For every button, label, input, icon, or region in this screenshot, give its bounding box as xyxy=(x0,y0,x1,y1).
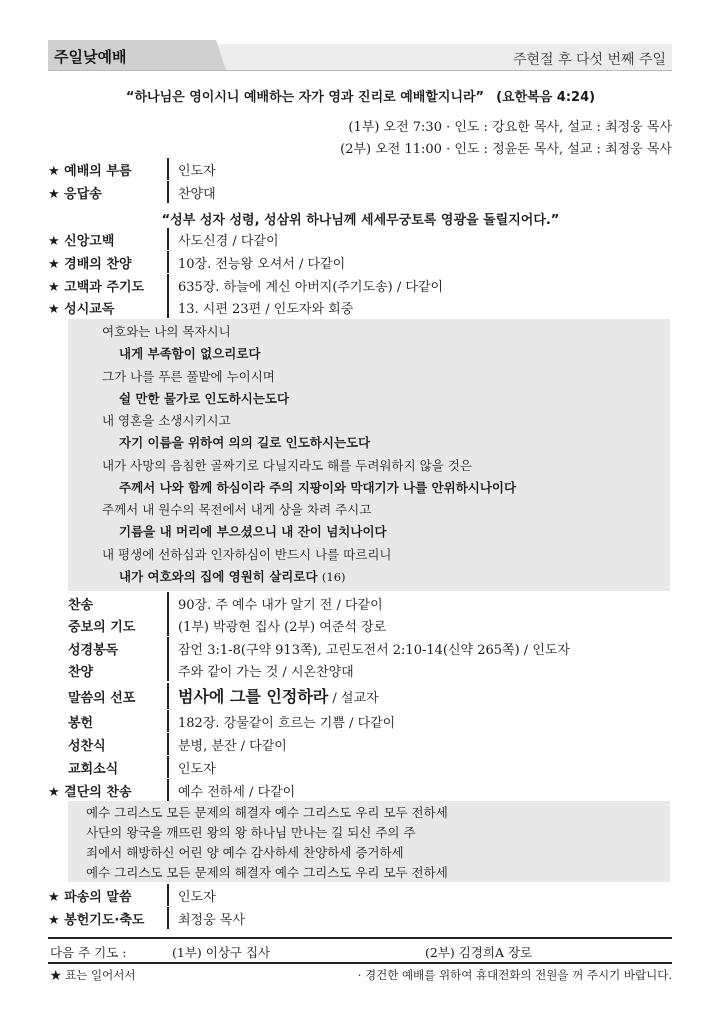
lyric-line: 예수 그리스도 모든 문제의 해결자 예수 그리스도 우리 모두 전하세 xyxy=(86,865,448,880)
lyric-line: 죄에서 해방하신 어린 양 예수 감사하세 찬양하세 증거하세 xyxy=(86,845,404,860)
order-value: (1부) 박광현 집사 (2부) 여준석 장로 xyxy=(178,620,387,635)
order-label: ★ 신앙고백 xyxy=(48,234,115,249)
order-value: 인도자 xyxy=(178,164,216,179)
psalm-number: (16) xyxy=(321,570,346,584)
service-time-first: (1부) 오전 7:30 · 인도 : 강요한 목사, 설교 : 최정웅 목사 xyxy=(348,120,672,135)
divider xyxy=(167,181,169,203)
order-value: 찬양대 xyxy=(178,187,216,202)
divider xyxy=(167,296,169,318)
order-label: ★ 봉헌기도·축도 xyxy=(48,913,145,928)
order-value xyxy=(178,684,379,707)
order-value: 주와 같이 가는 것 / 시온찬양대 xyxy=(178,665,354,680)
footer-divider xyxy=(48,937,672,939)
order-value: 182장. 강물같이 흐르는 기쁨 / 다같이 xyxy=(178,716,396,731)
next-week-second: (2부) 김경희A 장로 xyxy=(425,945,533,960)
order-label: 찬양 xyxy=(68,665,94,680)
divider xyxy=(167,228,169,250)
divider xyxy=(167,614,169,636)
order-label: 중보의 기도 xyxy=(68,620,136,635)
psalm-line: 내 영혼을 소생시키시고 xyxy=(102,413,231,428)
order-value: 635장. 하늘에 계신 아버지(주기도송) / 다같이 xyxy=(178,280,444,295)
psalm-line: 내게 부족함이 없으리로다 xyxy=(119,346,261,361)
service-time-second: (2부) 오전 11:00 · 인도 : 정윤돈 목사, 설교 : 최정웅 목사 xyxy=(340,142,672,157)
divider xyxy=(167,251,169,273)
order-label: 성찬식 xyxy=(68,739,106,754)
footer-divider-bottom xyxy=(48,962,672,964)
theme-verse-reference: (요한복음 4:24) xyxy=(496,90,596,105)
order-value: 13. 시편 23편 / 인도자와 회중 xyxy=(178,302,354,317)
psalm-line: 여호와는 나의 목자시니 xyxy=(102,324,231,339)
response-refrain: “성부 성자 성령, 성삼위 하나님께 세세무궁토록 영광을 돌릴지어다.” xyxy=(161,213,560,228)
order-value: 인도자 xyxy=(178,762,216,777)
order-value: 최정웅 목사 xyxy=(178,913,245,928)
order-label: ★ 결단의 찬송 xyxy=(48,785,132,800)
divider xyxy=(167,907,169,929)
psalm-line: 기름을 내 머리에 부으셨으니 내 잔이 넘치나이다 xyxy=(119,524,387,539)
order-value: 잠언 3:1-8(구약 913쪽), 고린도전서 2:10-14(신약 265쪽) / 인도자 xyxy=(178,643,570,658)
divider xyxy=(167,683,169,709)
psalm-line: 그가 나를 푸른 풀밭에 누이시며 xyxy=(102,369,275,384)
psalm-line: 주께서 나와 함께 하심이라 주의 지팡이와 막대기가 나를 안위하시나이다 xyxy=(119,480,517,495)
divider xyxy=(167,659,169,681)
order-value: 예수 전하세 / 다같이 xyxy=(178,785,296,800)
order-label: ★ 성시교독 xyxy=(48,302,115,317)
order-label: 찬송 xyxy=(68,598,94,613)
divider xyxy=(167,637,169,659)
order-value: 사도신경 / 다같이 xyxy=(178,234,279,249)
page-subtitle: 주현절 후 다섯 번째 주일 xyxy=(512,52,666,68)
psalm-line: 자기 이름을 위하여 의의 길로 인도하시는도다 xyxy=(119,435,371,450)
order-value: 인도자 xyxy=(178,890,216,905)
divider xyxy=(167,158,169,180)
psalm-line: 내 평생에 선하심과 인자하심이 반드시 나를 따르리니 xyxy=(102,547,392,562)
divider xyxy=(167,710,169,732)
sermon-title: 범사에 그를 인정하라 xyxy=(178,687,329,706)
psalm-line: 주께서 내 원수의 목전에서 내게 상을 차려 주시고 xyxy=(102,502,372,517)
divider xyxy=(167,274,169,296)
divider xyxy=(167,733,169,755)
next-week-label: 다음 주 기도 : xyxy=(50,945,127,960)
order-label: 봉헌 xyxy=(68,716,94,731)
order-label: ★ 예배의 부름 xyxy=(48,164,132,179)
phone-note: · 경건한 예배를 위하여 휴대전화의 전원을 꺼 주시기 바랍니다. xyxy=(357,968,672,982)
divider xyxy=(167,756,169,778)
order-value: 분병, 분잔 / 다같이 xyxy=(178,739,287,754)
order-label: ★ 고백과 주기도 xyxy=(48,280,145,295)
lyric-line: 사단의 왕국을 깨뜨린 왕의 왕 하나님 만나는 길 되신 주의 주 xyxy=(86,825,416,840)
order-label: 교회소식 xyxy=(68,762,119,777)
next-week-first: (1부) 이상구 집사 xyxy=(172,945,271,960)
order-value: 10장. 전능왕 오셔서 / 다같이 xyxy=(178,257,346,272)
psalm-line: 내가 사망의 음침한 골짜기로 다닐지라도 해를 두려워하지 않을 것은 xyxy=(102,458,472,473)
order-label: ★ 응답송 xyxy=(48,187,102,202)
order-label: ★ 파송의 말씀 xyxy=(48,890,132,905)
order-label: ★ 경배의 찬양 xyxy=(48,257,132,272)
theme-verse-text: “하나님은 영이시니 예배하는 자가 영과 진리로 예배할지니라” xyxy=(125,90,485,105)
psalm-line: 쉴 만한 물가로 인도하시는도다 xyxy=(119,391,290,406)
sermon-preacher: / 설교자 xyxy=(332,691,379,706)
divider xyxy=(167,592,169,614)
theme-verse xyxy=(0,86,721,105)
page-title: 주일낮예배 xyxy=(54,48,127,66)
order-label: 말씀의 선포 xyxy=(68,691,136,706)
psalm-line-text: 내가 여호와의 집에 영원히 살리로다 xyxy=(119,569,318,584)
divider xyxy=(167,779,169,801)
order-value: 90장. 주 예수 내가 알기 전 / 다같이 xyxy=(178,598,383,613)
psalm-line xyxy=(119,567,346,585)
lyric-line: 예수 그리스도 모든 문제의 해결자 예수 그리스도 우리 모두 전하세 xyxy=(86,805,448,820)
order-label: 성경봉독 xyxy=(68,643,119,658)
standing-note: ★ 표는 일어서서 xyxy=(50,968,136,982)
divider xyxy=(167,884,169,906)
